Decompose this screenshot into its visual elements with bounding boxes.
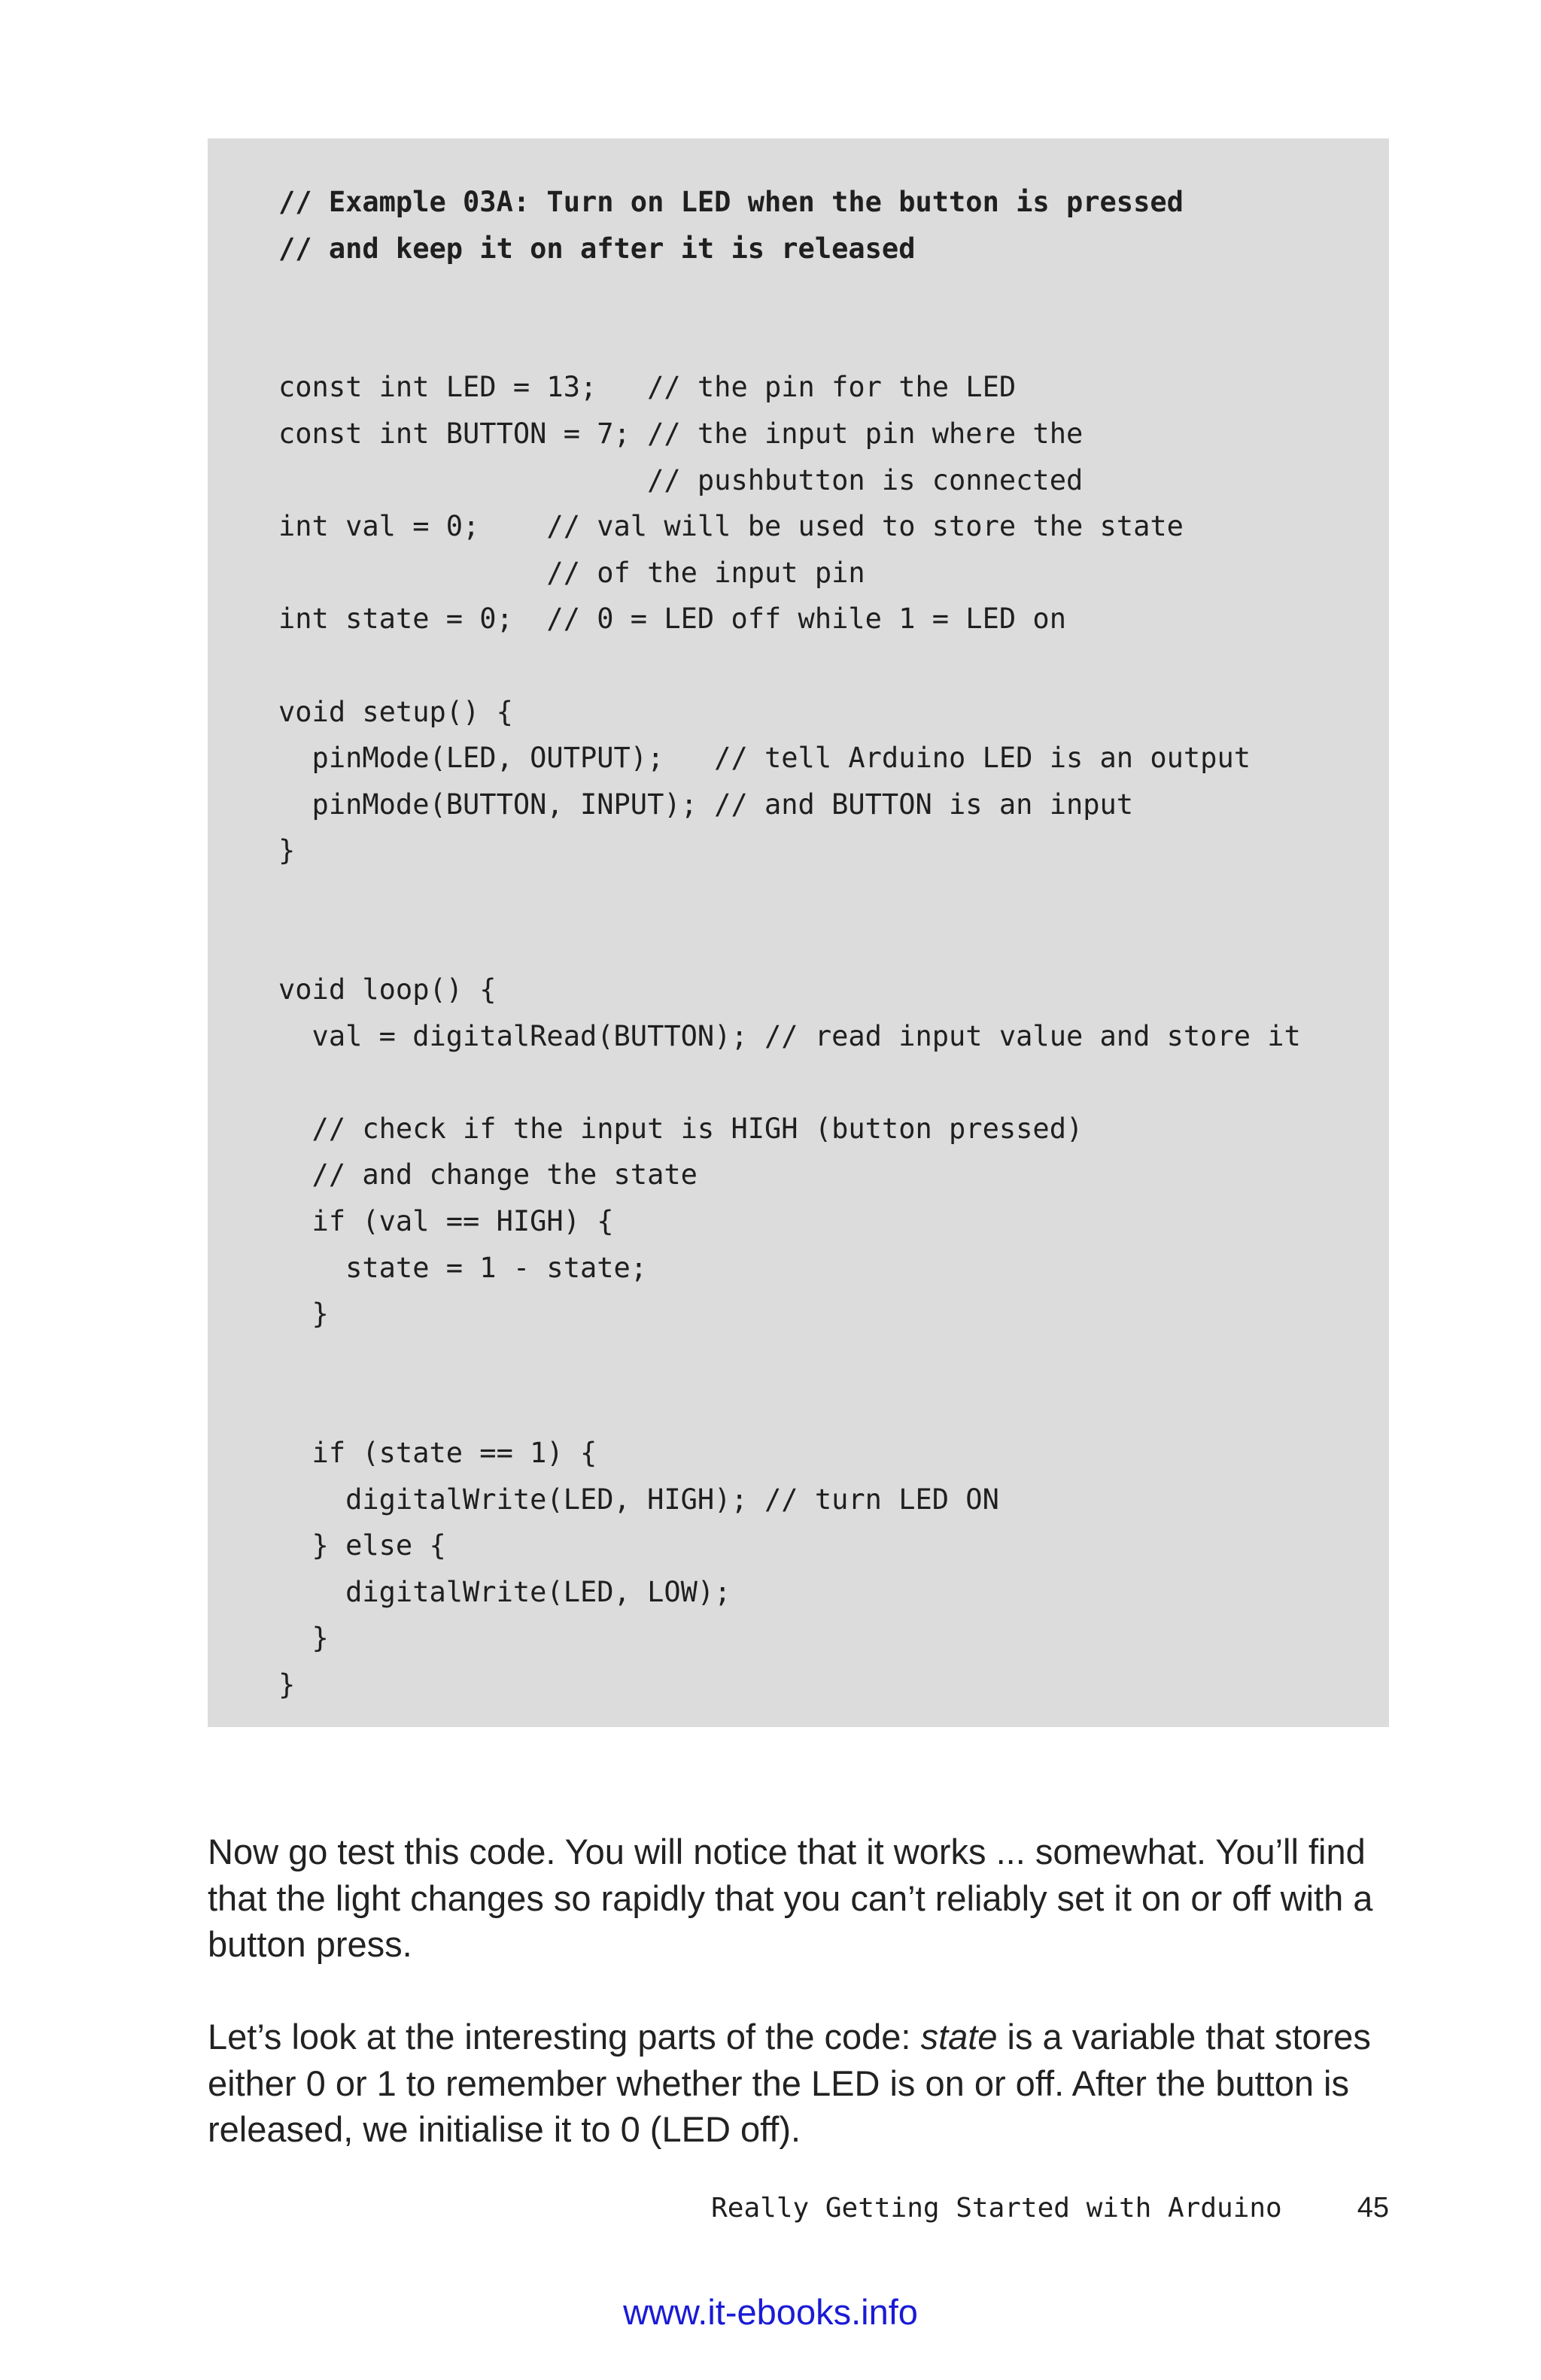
code-line bbox=[278, 272, 1389, 318]
code-line: int val = 0; // val will be used to store the state bbox=[278, 510, 1184, 543]
page-footer bbox=[711, 2192, 1389, 2224]
paragraph-text-after: is a variable that stores either 0 or 1 to remember whether the LED is on or off. After the button is released, we initialise it to 0 (LED off). bbox=[208, 2017, 1371, 2149]
code-line: val = digitalRead(BUTTON); // read input value and store it bbox=[278, 1019, 1301, 1052]
code-line bbox=[278, 1383, 1389, 1430]
page-number: 45 bbox=[1357, 2192, 1389, 2224]
code-line: pinMode(LED, OUTPUT); // tell Arduino LED is an output bbox=[278, 742, 1251, 775]
watermark-link[interactable]: www.it-ebooks.info bbox=[623, 2292, 918, 2332]
code-line: digitalWrite(LED, LOW); bbox=[278, 1575, 731, 1608]
code-line: void setup() { bbox=[278, 695, 513, 728]
paragraph-text-before: Let’s look at the interesting parts of the code: bbox=[208, 2017, 921, 2057]
code-line: // check if the input is HIGH (button pressed) bbox=[278, 1112, 1084, 1145]
emphasis-state: state bbox=[920, 2017, 998, 2057]
code-line: pinMode(BUTTON, INPUT); // and BUTTON is an input bbox=[278, 788, 1134, 821]
code-line bbox=[278, 642, 1389, 689]
code-line bbox=[278, 874, 1389, 921]
running-book-title: Really Getting Started with Arduino bbox=[711, 2193, 1282, 2224]
code-line: const int LED = 13; // the pin for the LED bbox=[278, 371, 1017, 404]
code-line: // and keep it on after it is released bbox=[278, 232, 916, 265]
code-line: } else { bbox=[278, 1529, 446, 1562]
code-line: void loop() { bbox=[278, 973, 497, 1006]
code-line: int state = 0; // 0 = LED off while 1 = LED on bbox=[278, 603, 1066, 636]
code-line bbox=[278, 1059, 1389, 1106]
code-line bbox=[278, 318, 1389, 365]
code-line: state = 1 - state; bbox=[278, 1251, 648, 1284]
code-line: } bbox=[278, 1622, 329, 1655]
code-line bbox=[278, 921, 1389, 967]
code-line: // pushbutton is connected bbox=[278, 463, 1084, 496]
code-line: // of the input pin bbox=[278, 556, 865, 589]
code-line: const int BUTTON = 7; // the input pin where the bbox=[278, 417, 1084, 450]
code-line: if (state == 1) { bbox=[278, 1437, 597, 1470]
code-line: } bbox=[278, 1668, 296, 1701]
code-line: } bbox=[278, 834, 296, 867]
code-line: // and change the state bbox=[278, 1158, 698, 1192]
paragraph-test-code: Now go test this code. You will notice that it works ... somewhat. You’ll find that the light changes so rapidly that you can’t reliably set it on or off with a button press. bbox=[208, 1832, 1373, 1964]
code-line: // Example 03A: Turn on LED when the button is pressed bbox=[278, 186, 1184, 218]
paragraph-interesting-parts bbox=[208, 2014, 1397, 2153]
code-line bbox=[278, 1337, 1389, 1384]
code-listing bbox=[208, 138, 1389, 1727]
code-line: if (val == HIGH) { bbox=[278, 1205, 614, 1238]
code-line: } bbox=[278, 1298, 329, 1331]
code-line: digitalWrite(LED, HIGH); // turn LED ON bbox=[278, 1483, 999, 1516]
